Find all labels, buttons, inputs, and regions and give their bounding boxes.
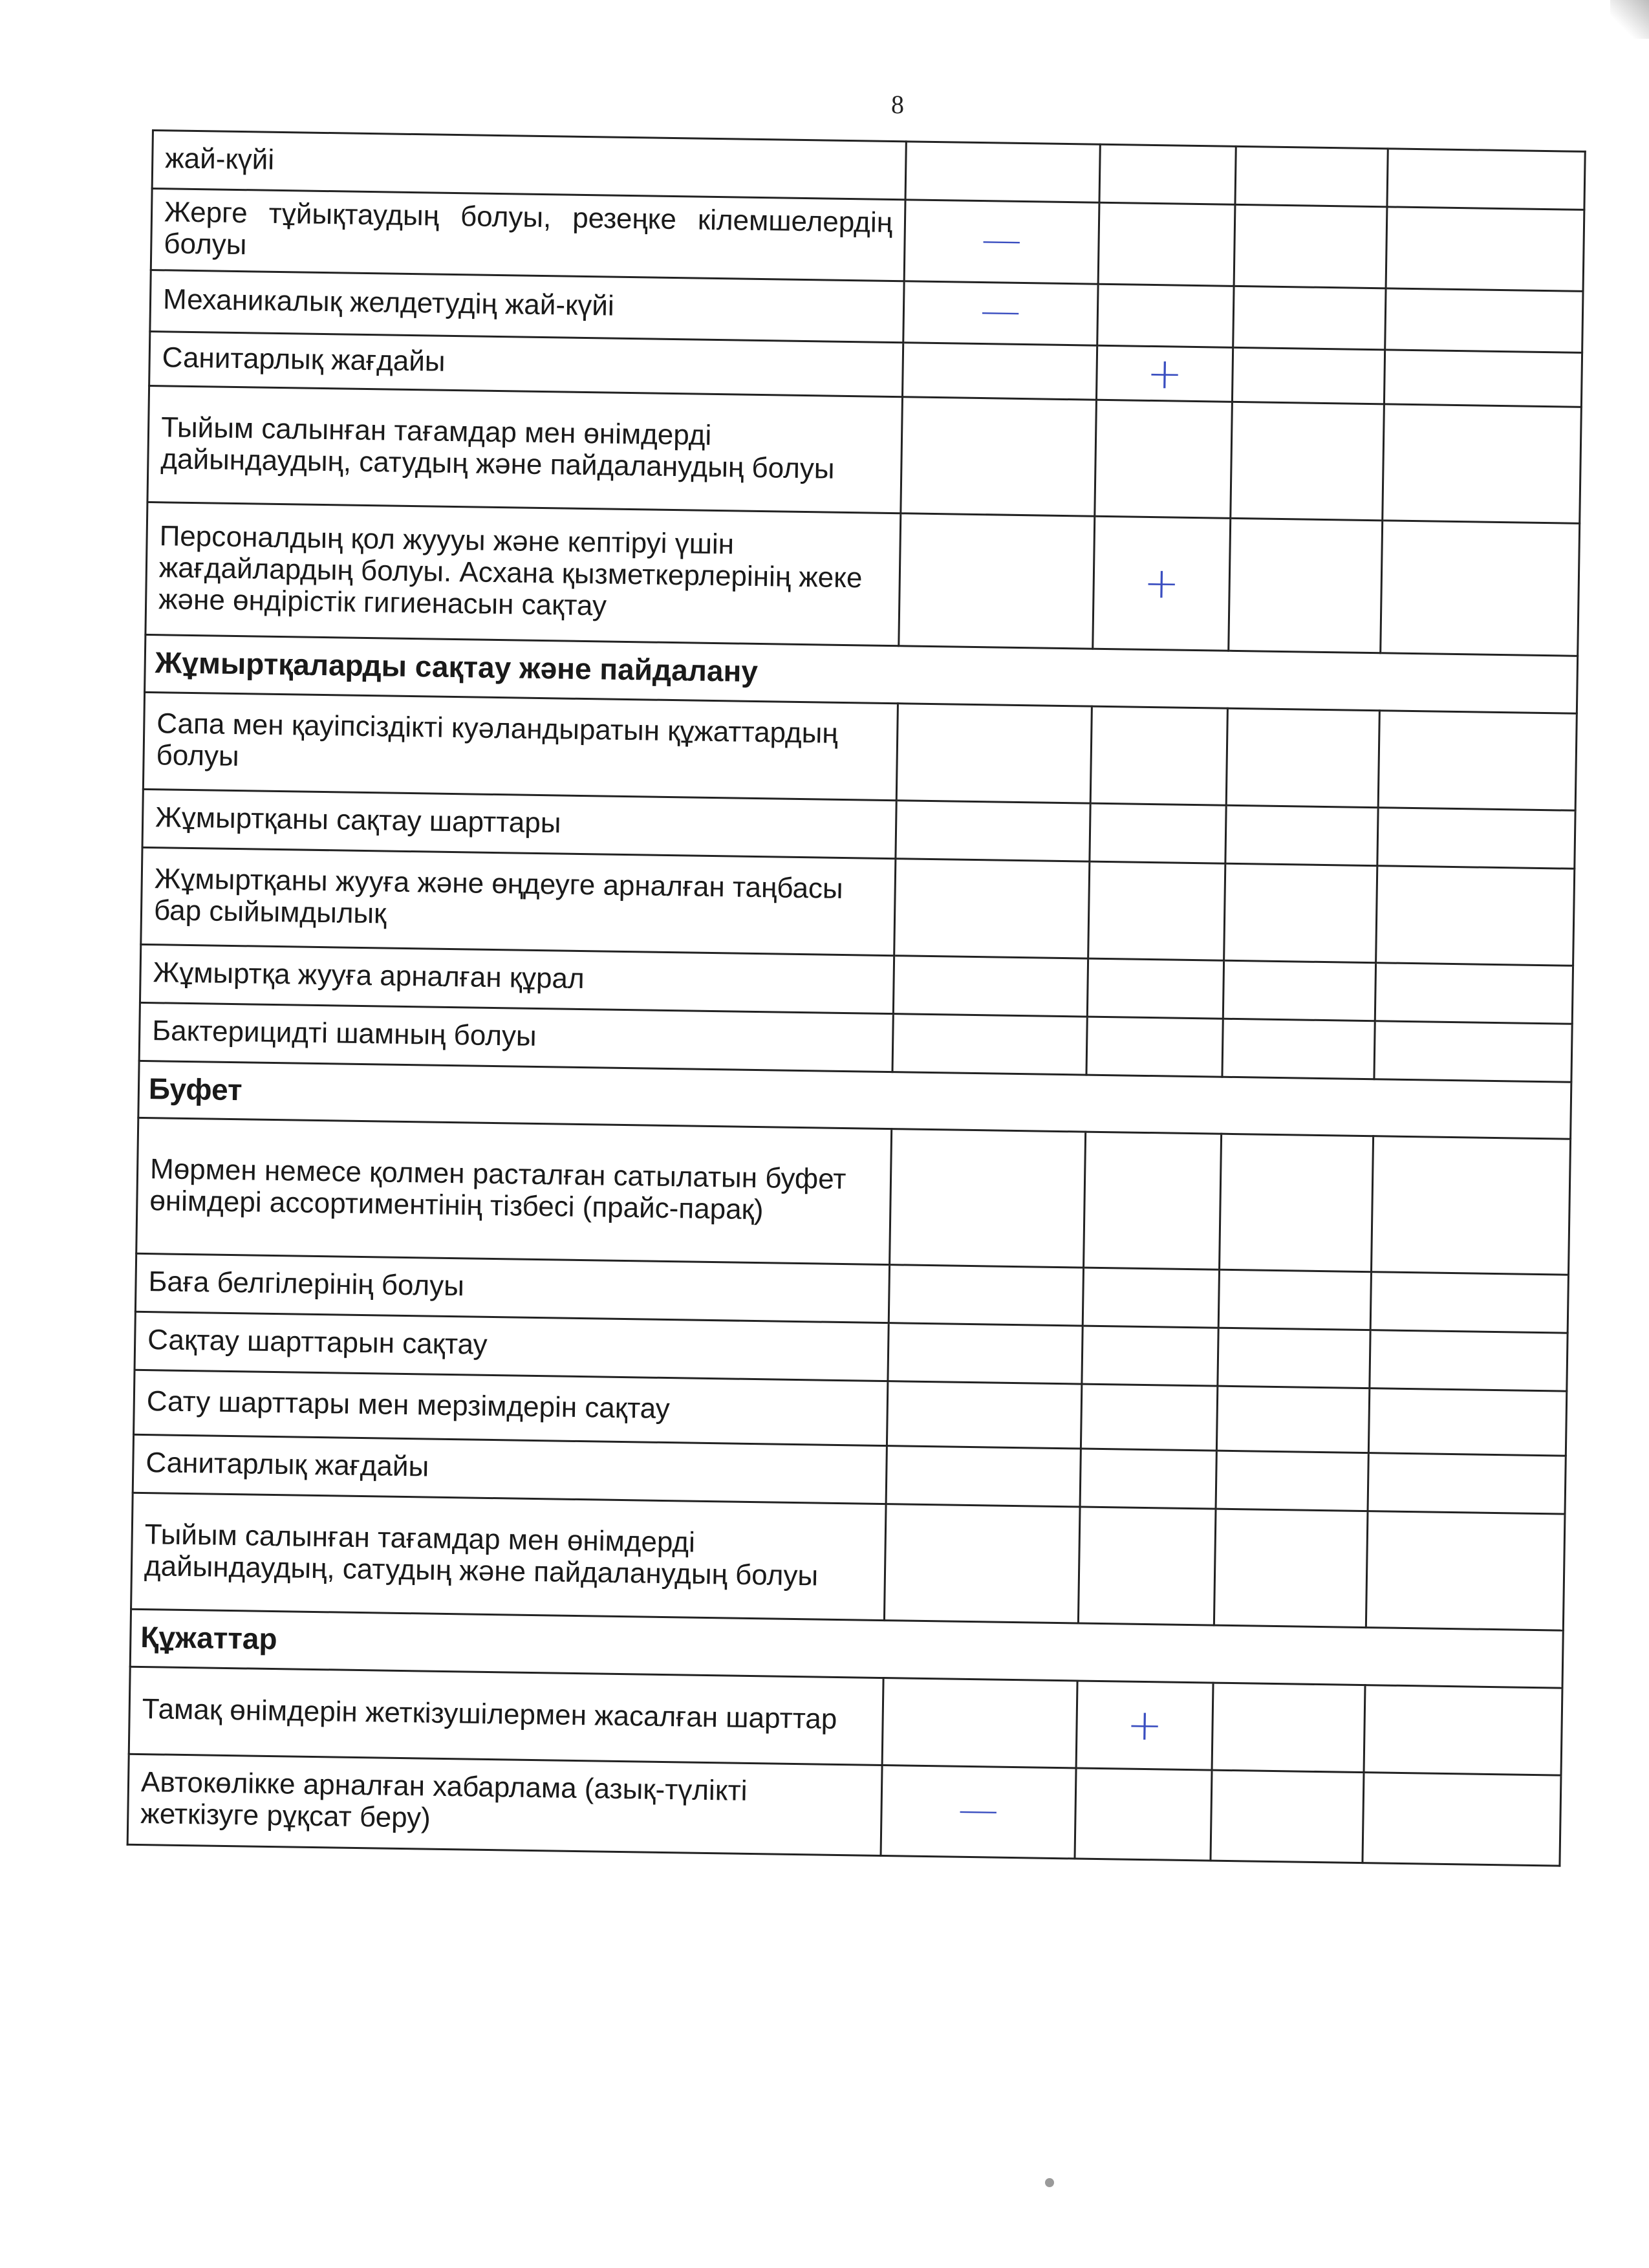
mark-cell-col-3 [1225, 805, 1378, 865]
mark-cell-col-3 [1223, 960, 1375, 1021]
table-row [147, 386, 1581, 524]
criterion-label: жай-күйі [152, 131, 906, 200]
checklist-sheet [127, 129, 1584, 1867]
criterion-label: Бактерицидті шамның болуы [139, 1002, 893, 1072]
mark-cell-col-1 [886, 1446, 1081, 1507]
mark-cell-col-1 [899, 513, 1095, 649]
criterion-label: Тыйым салынған тағамдар мен өнімдерді дайындаудың, сатудың және пайдаланудың болуы [147, 386, 903, 513]
criterion-label: Механикалық желдетудің жай-күйі [150, 270, 904, 342]
scan-edge-shadow [1610, 0, 1649, 39]
mark-cell-col-4 [1374, 1021, 1572, 1083]
scan-speck [1045, 2178, 1054, 2187]
mark-cell-col-3 [1220, 1134, 1374, 1272]
mark-cell-col-2 [1099, 144, 1236, 204]
table-row [131, 1493, 1565, 1631]
criterion-label: Персоналдың қол жуууы және кептіруі үшін жағдайлардың болуы. Асхана қызметкерлерінің жеке және өндірістік гигиенасын сақтау [146, 502, 901, 646]
mark-cell-col-2 [1075, 1768, 1212, 1861]
mark-cell-col-1 [896, 801, 1090, 861]
mark-cell-col-3 [1218, 1328, 1370, 1388]
table-row [136, 1118, 1571, 1275]
mark-cell-col-2 [1087, 958, 1223, 1019]
mark-cell-col-1 [893, 956, 1088, 1017]
mark-cell-col-2 [1093, 517, 1231, 651]
mark-cell-col-3 [1216, 1387, 1369, 1453]
mark-cell-col-4 [1381, 521, 1580, 656]
mark-cell-col-2 [1090, 803, 1226, 863]
mark-cell-col-4 [1366, 1511, 1565, 1631]
mark-cell-col-4 [1363, 1773, 1561, 1866]
checklist-table [127, 129, 1586, 1867]
mark-cell-col-4 [1386, 207, 1584, 291]
mark-cell-col-4 [1368, 1453, 1566, 1515]
handwritten-plus-mark: + [1126, 1700, 1163, 1751]
criterion-label: Мөрмен немесе қолмен расталған сатылатын буфет өнімдері ассортиментінің тізбесі (прайс-парақ) [136, 1118, 892, 1265]
criterion-label: Санитарлық жағдайы [133, 1435, 887, 1504]
mark-cell-col-4 [1370, 1330, 1568, 1392]
mark-cell-col-2 [1082, 1326, 1218, 1387]
criterion-label: Жұмыртқа жууға арналған құрал [140, 944, 894, 1013]
mark-cell-col-3 [1226, 708, 1379, 807]
handwritten-minus-mark: − [953, 1788, 1004, 1835]
mark-cell-col-1 [890, 1129, 1086, 1268]
mark-cell-col-3 [1218, 1270, 1371, 1330]
criterion-label: Санитарлық жағдайы [149, 331, 903, 397]
handwritten-minus-mark: − [976, 218, 1027, 265]
mark-cell-col-4 [1375, 963, 1573, 1024]
handwritten-plus-mark: + [1146, 348, 1183, 399]
mark-cell-col-1 [889, 1265, 1083, 1326]
page-number: 8 [891, 90, 904, 119]
mark-cell-col-2 [1081, 1385, 1217, 1451]
mark-cell-col-4 [1387, 149, 1585, 210]
mark-cell-col-1 [892, 1014, 1087, 1075]
mark-cell-col-4 [1385, 288, 1583, 352]
mark-cell-col-2 [1083, 1268, 1219, 1328]
mark-cell-col-3 [1212, 1683, 1365, 1772]
section-heading: Буфет [138, 1061, 1571, 1139]
criterion-label: Жұмыртқаны сақтау шарттары [142, 789, 896, 858]
criterion-label: Баға белгілерінің болуы [135, 1254, 889, 1323]
mark-cell-col-1 [896, 704, 1092, 803]
mark-cell-col-4 [1378, 711, 1577, 811]
mark-cell-col-1 [904, 200, 1099, 284]
mark-cell-col-3 [1222, 1019, 1375, 1079]
mark-cell-col-3 [1216, 1451, 1368, 1511]
mark-cell-col-4 [1364, 1685, 1562, 1776]
mark-cell-col-1 [882, 1678, 1077, 1768]
mark-cell-col-3 [1234, 204, 1387, 288]
mark-cell-col-2 [1098, 202, 1235, 286]
checklist-body [127, 131, 1585, 1866]
mark-cell-col-4 [1368, 1388, 1566, 1456]
mark-cell-col-2 [1096, 345, 1233, 402]
mark-cell-col-2 [1078, 1507, 1216, 1625]
mark-cell-col-2 [1086, 1017, 1223, 1077]
handwritten-plus-mark: + [1143, 558, 1180, 609]
mark-cell-col-2 [1076, 1681, 1213, 1770]
mark-cell-col-3 [1232, 347, 1385, 404]
criterion-label: Сату шарттары мен мерзімдерін сақтау [134, 1370, 888, 1446]
table-row [146, 502, 1580, 656]
section-heading: Құжаттар [130, 1610, 1563, 1688]
criterion-label: Тыйым салынған тағамдар мен өнімдерді дайындаудың, сатудың және пайдаланудың болуы [131, 1493, 887, 1621]
section-heading: Жұмыртқаларды сақтау және пайдалану [145, 635, 1578, 713]
mark-cell-col-3 [1224, 863, 1377, 962]
mark-cell-col-4 [1370, 1272, 1568, 1334]
criterion-label: Автокөлікке арналған хабарлама (азық-түлікті жеткізуге рұқсат беру) [127, 1754, 882, 1855]
mark-cell-col-1 [894, 859, 1090, 958]
mark-cell-col-2 [1095, 400, 1233, 519]
mark-cell-col-4 [1377, 808, 1575, 869]
mark-cell-col-1 [887, 1381, 1081, 1449]
handwritten-minus-mark: − [976, 289, 1026, 336]
mark-cell-col-1 [888, 1323, 1083, 1384]
mark-cell-col-1 [901, 397, 1097, 516]
mark-cell-col-2 [1090, 706, 1227, 805]
mark-cell-col-3 [1211, 1770, 1364, 1863]
mark-cell-col-2 [1084, 1132, 1222, 1270]
mark-cell-col-1 [884, 1504, 1080, 1623]
mark-cell-col-3 [1235, 146, 1388, 206]
mark-cell-col-3 [1231, 402, 1385, 521]
mark-cell-col-1 [905, 142, 1100, 202]
mark-cell-col-4 [1371, 1136, 1570, 1275]
mark-cell-col-2 [1097, 284, 1234, 347]
mark-cell-col-3 [1233, 286, 1386, 349]
mark-cell-col-2 [1080, 1449, 1216, 1509]
mark-cell-col-3 [1229, 519, 1383, 653]
mark-cell-col-4 [1384, 349, 1582, 407]
criterion-label: Сақтау шарттарын сақтау [135, 1312, 889, 1381]
mark-cell-col-1 [881, 1766, 1076, 1859]
criterion-label: Тамақ өнімдерін жеткізушілермен жасалған шарттар [129, 1667, 883, 1765]
mark-cell-col-1 [902, 342, 1097, 400]
criterion-label: Жұмыртқаны жууға және өңдеуге арналған таңбасы бар сыйымдылық [141, 847, 896, 955]
mark-cell-col-1 [903, 281, 1098, 345]
criterion-label: Жерге тұйықтаудың болуы, резеңке кілемшелердің болуы [151, 189, 905, 281]
mark-cell-col-3 [1214, 1509, 1368, 1628]
mark-cell-col-2 [1088, 861, 1225, 960]
mark-cell-col-4 [1376, 866, 1575, 966]
mark-cell-col-4 [1383, 404, 1582, 524]
criterion-label: Сапа мен қауіпсіздікті куәландыратын құжаттардың болуы [143, 692, 898, 800]
